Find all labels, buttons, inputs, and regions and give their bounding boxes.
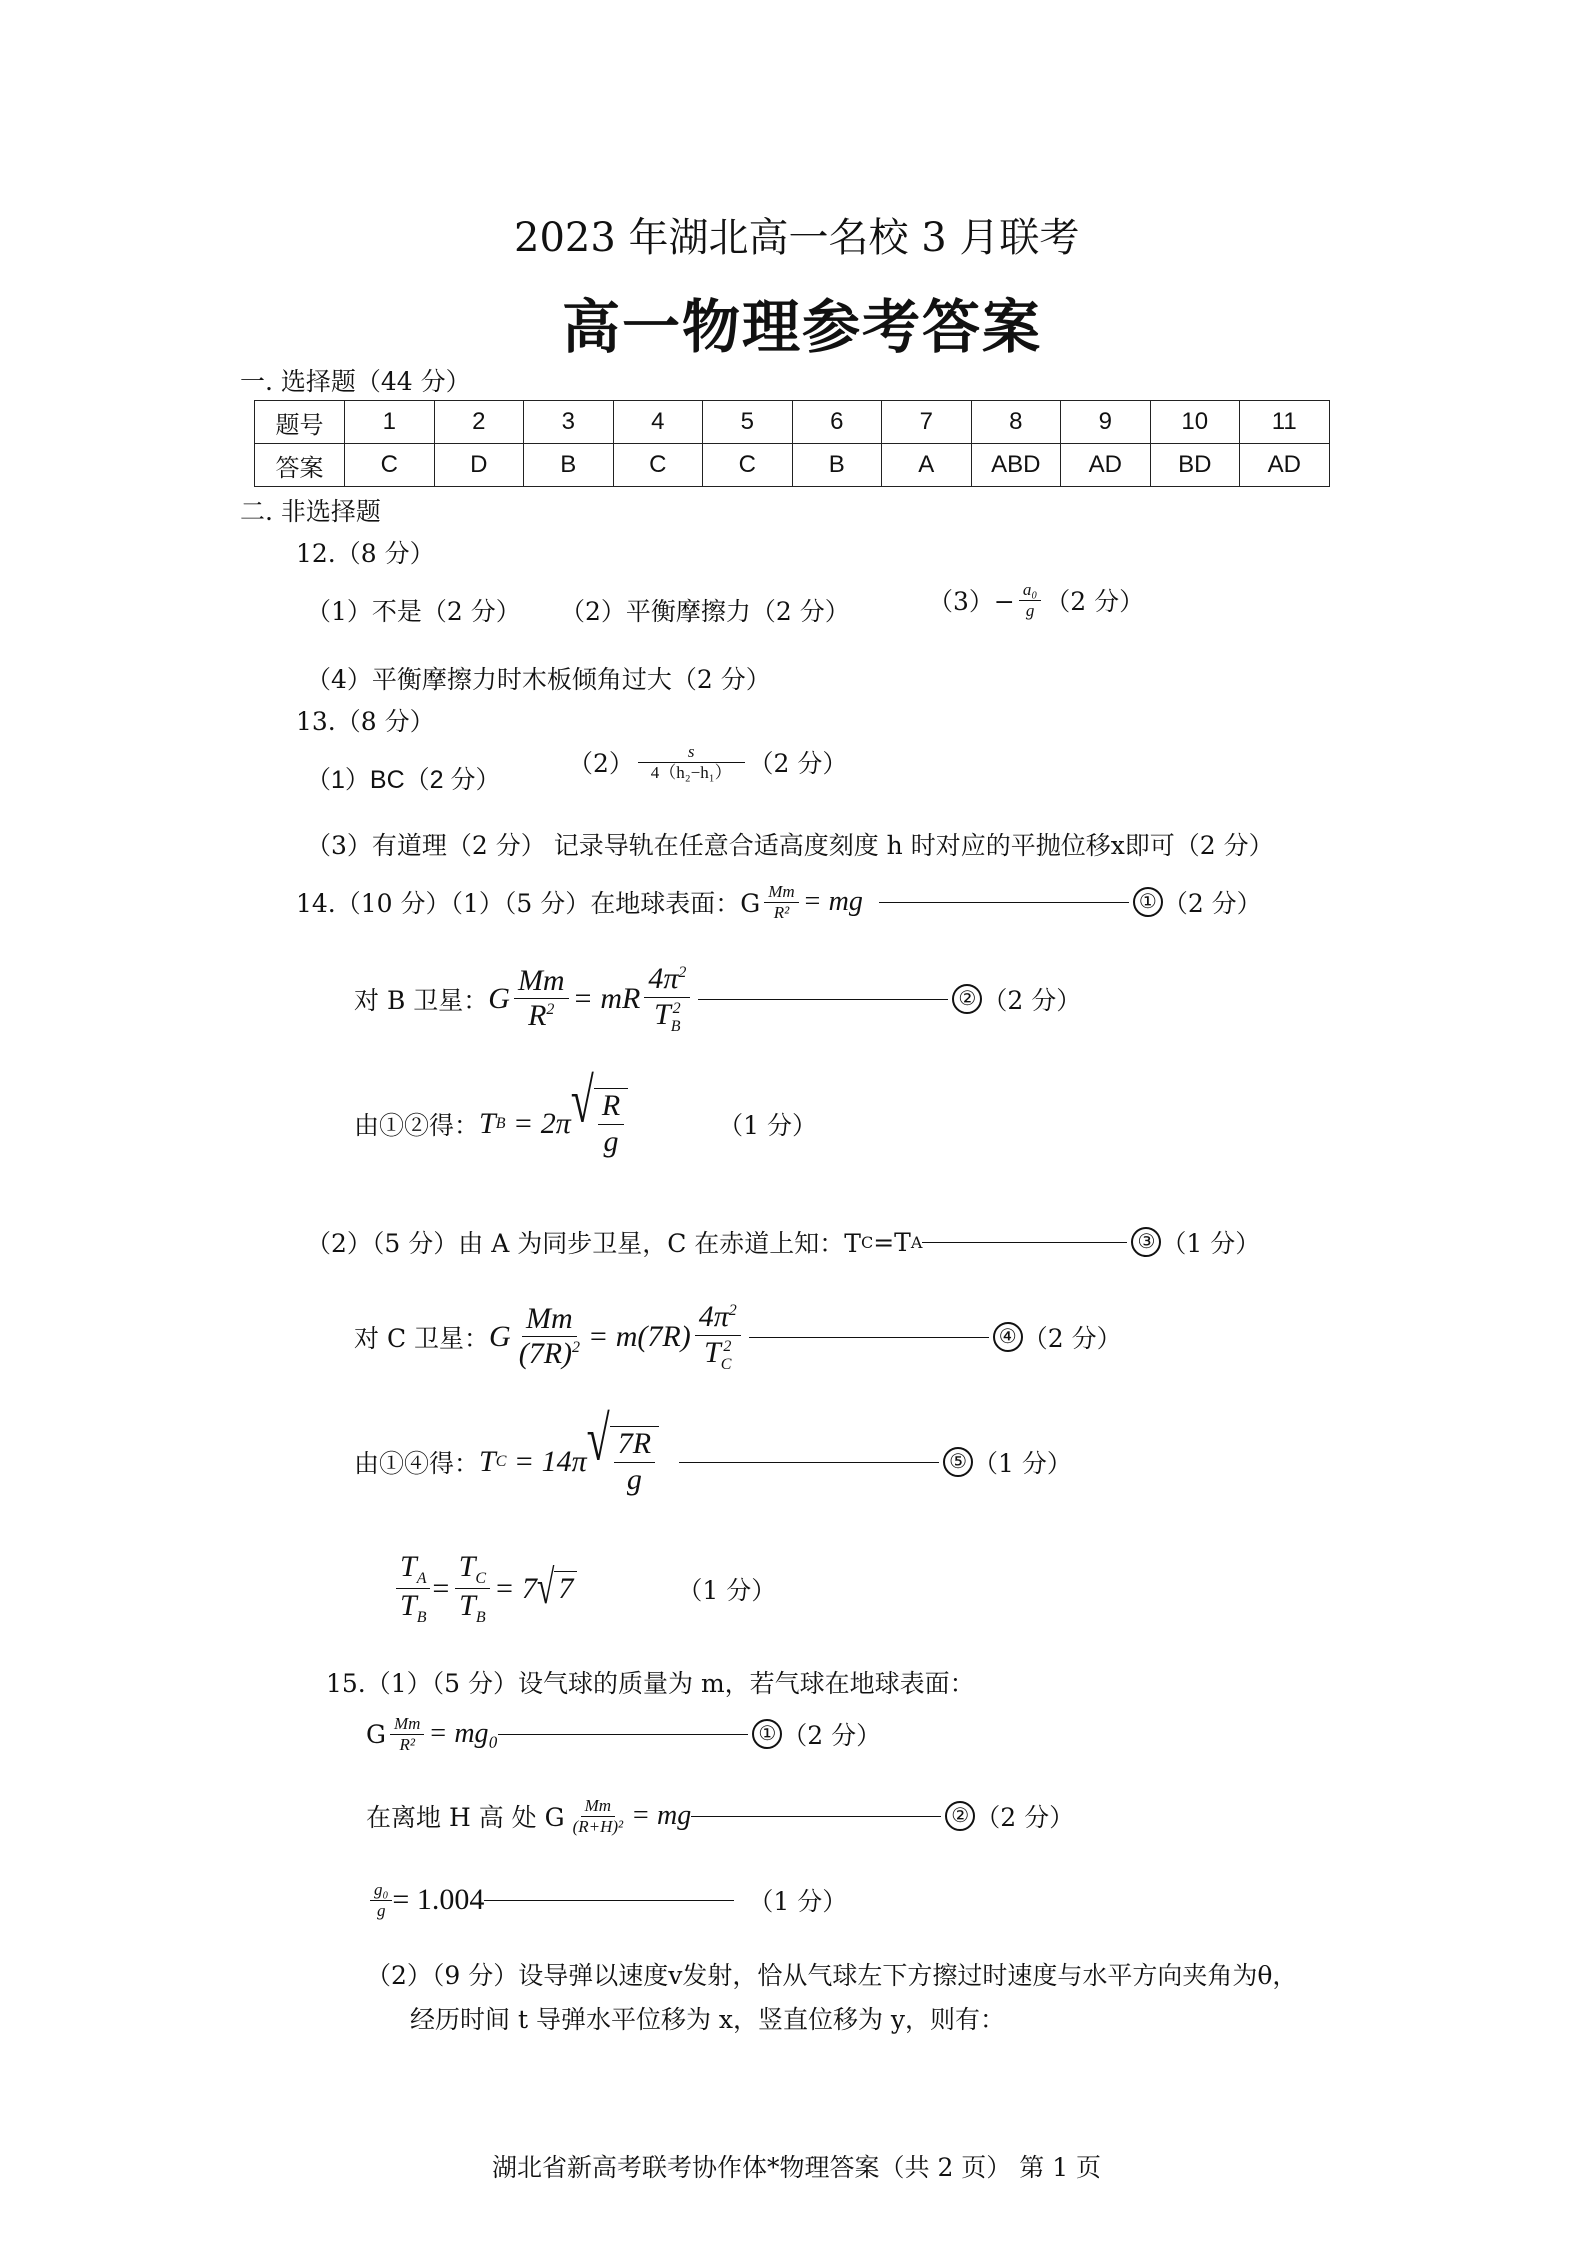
score: （2 分）: [982, 985, 1082, 1015]
q15-eq2: [366, 1796, 1074, 1836]
q14-line1-eq: = mg: [802, 886, 863, 918]
fraction-numerator: Mm: [390, 1714, 424, 1735]
answer-underline: [698, 998, 948, 1000]
equation-mark: ③: [1131, 1227, 1161, 1257]
answer-underline: [498, 1733, 748, 1735]
score: （1 分）: [718, 1110, 818, 1140]
answer-cell: AD: [1061, 444, 1151, 487]
question-number: 10: [1150, 401, 1240, 444]
fraction-denominator: g: [376, 1900, 386, 1920]
q15-eq1: [366, 1714, 881, 1754]
q15-eq2-text: 在离地 H 高 处 G: [366, 1803, 565, 1833]
q12-part4: （4）平衡摩擦力时木板倾角过大（2 分）: [306, 665, 771, 694]
answer-table: [254, 400, 1330, 487]
score: （1 分）: [677, 1575, 777, 1605]
exam-title: 2023 年湖北高一名校 3 月联考: [514, 215, 1080, 261]
q15-line1: 15.（1）（5 分）设气球的质量为 m，若气球在地球表面：: [326, 1669, 975, 1698]
score: （1 分）: [748, 1887, 848, 1917]
formula-tc: T C = 14π √ $\frac{7R}{g}$: [479, 1426, 659, 1497]
q14-line7: [396, 1550, 776, 1628]
q12-part2: （2）平衡摩擦力（2 分）: [560, 597, 850, 626]
equation-mark: ⑤: [943, 1447, 973, 1477]
fraction-denominator: R²: [399, 1734, 415, 1754]
answer-cell: AD: [1240, 444, 1330, 487]
score: （2 分）: [975, 1803, 1075, 1833]
section2-heading: 二. 非选择题: [240, 497, 381, 526]
question-number: 2: [434, 401, 524, 444]
subscript: C: [860, 1232, 874, 1252]
q14-line2: [354, 962, 1081, 1036]
q14-line3-text: 由①②得：: [354, 1110, 480, 1140]
answer-cell: B: [524, 444, 614, 487]
q12-part3: [928, 580, 1144, 620]
score: （2 分）: [1022, 1323, 1122, 1353]
q14-line1-text: 14.（10 分）（1）（5 分）在地球表面：G: [296, 889, 761, 919]
q14-line4: [306, 1224, 1260, 1260]
fraction-numerator: g₀: [370, 1880, 392, 1901]
equation-mark: ②: [945, 1801, 975, 1831]
equation-mark: ①: [1133, 887, 1163, 917]
score: （1 分）: [1161, 1229, 1261, 1258]
q13-part2-prefix: （2）: [568, 749, 634, 779]
table-row-numbers: [255, 401, 1330, 444]
row-label: 答案: [255, 444, 345, 487]
answer-cell: B: [792, 444, 882, 487]
answer-cell: C: [613, 444, 703, 487]
question-number: 11: [1240, 401, 1330, 444]
answer-underline: [679, 1461, 939, 1463]
q13-part3: （3）有道理（2 分） 记录导轨在任意合适高度刻度 h 时对应的平抛位移x即可（2 分）: [306, 831, 1274, 860]
q15-fraction-1: [390, 1714, 424, 1754]
q14-line6-text: 由①④得：: [354, 1448, 480, 1478]
q12-fraction: [1019, 580, 1041, 620]
q14-line3: [354, 1067, 818, 1159]
answer-underline: [484, 1899, 734, 1901]
fraction-numerator: s: [638, 742, 745, 763]
answer-cell: ABD: [971, 444, 1061, 487]
answer-underline: [922, 1241, 1127, 1243]
q15-eq3-rhs: = 1.004: [392, 1883, 485, 1917]
q15-fraction-3: [370, 1880, 392, 1920]
score: （2 分）: [782, 1721, 882, 1751]
fraction-numerator: Mm: [764, 882, 798, 903]
q15-eq1-g: G: [366, 1719, 386, 1749]
answer-cell: A: [882, 444, 972, 487]
q13-part1: （1）BC（2 分）: [306, 766, 501, 794]
answer-underline: [691, 1815, 941, 1817]
q14-line4-text: （2）（5 分）由 A 为同步卫星，C 在赤道上知：T: [306, 1229, 861, 1258]
answer-cell: D: [434, 444, 524, 487]
subscript: A: [910, 1232, 923, 1252]
equation-mark: ②: [952, 984, 982, 1014]
q14-line2-text: 对 B 卫星：: [354, 985, 489, 1015]
q14-fraction-1: [764, 882, 798, 922]
question-number: 7: [882, 401, 972, 444]
score: （2 分）: [1162, 889, 1262, 919]
q12-part3-prefix: （3）−: [928, 587, 1015, 617]
q15-eq2-rhs: = mg: [631, 1800, 692, 1832]
q14-line5-text: 对 C 卫星：: [354, 1323, 490, 1353]
table-row-answers: [255, 444, 1330, 487]
question-number: 3: [524, 401, 614, 444]
answer-cell: BD: [1150, 444, 1240, 487]
q15-eq1-rhs: = mg₀: [428, 1718, 499, 1750]
fraction-denominator: 4（h₂−h₁）: [650, 762, 732, 782]
fraction-denominator: g: [1025, 600, 1035, 620]
q12-part3-score: （2 分）: [1045, 587, 1145, 617]
q15-eq3: [370, 1880, 847, 1920]
page-footer: 湖北省新高考联考协作体*物理答案（共 2 页） 第 1 页: [492, 2153, 1102, 2182]
question-number: 4: [613, 401, 703, 444]
question-number: 8: [971, 401, 1061, 444]
section1-heading: 一. 选择题（44 分）: [240, 367, 471, 396]
equation-mark: ①: [752, 1719, 782, 1749]
answer-underline: [749, 1336, 989, 1338]
fraction-numerator: a₀: [1019, 580, 1041, 601]
q15-part2-line2: 经历时间 t 导弹水平位移为 x，竖直位移为 y，则有：: [410, 2005, 1006, 2034]
formula-tb: T B = 2π √ $\frac{R}{g}$: [479, 1088, 628, 1159]
q13-part2-score: （2 分）: [748, 749, 848, 779]
q15-part2-line1: （2）（9 分）设导弹以速度v发射，恰从气球左下方擦过时速度与水平方向夹角为θ，: [366, 1961, 1298, 1990]
equation-mark: ④: [993, 1322, 1023, 1352]
q13-part2: [568, 742, 847, 782]
fraction-denominator: (R+H)²: [572, 1816, 624, 1836]
fraction-denominator: R²: [773, 902, 790, 922]
question-number: 9: [1061, 401, 1151, 444]
q14-line1: [296, 882, 1262, 922]
question-number: 5: [703, 401, 793, 444]
q12-title: 12.（8 分）: [296, 539, 435, 568]
answer-cell: C: [703, 444, 793, 487]
q14-line4-eq: =T: [873, 1227, 911, 1257]
answer-cell: C: [345, 444, 435, 487]
q14-line6: [354, 1405, 1072, 1497]
formula-c-satellite: G $\frac{Mm}{(7R)^2}$ = m(7R) $\frac{4\pi^2}{T_C^2}$: [489, 1300, 745, 1374]
answer-underline: [879, 901, 1129, 903]
q13-title: 13.（8 分）: [296, 707, 435, 736]
q14-line5: [354, 1300, 1122, 1374]
row-label: 题号: [255, 401, 345, 444]
formula-ratio: $\frac{T_A}{T_B}$ = $\frac{T_C}{T_B}$ = 7 √ 7: [396, 1550, 577, 1628]
fraction-numerator: Mm: [581, 1796, 615, 1817]
q13-fraction: [638, 742, 745, 782]
question-number: 6: [792, 401, 882, 444]
question-number: 1: [345, 401, 435, 444]
formula-b-satellite: G $\frac{Mm}{R^2}$ = mR $\frac{4\pi^2}{T_B^2}$: [488, 962, 694, 1036]
q12-part1: （1）不是（2 分）: [306, 597, 521, 626]
q15-fraction-2: [569, 1796, 628, 1836]
document-title: 高一物理参考答案: [562, 293, 1043, 361]
score: （1 分）: [973, 1448, 1072, 1478]
